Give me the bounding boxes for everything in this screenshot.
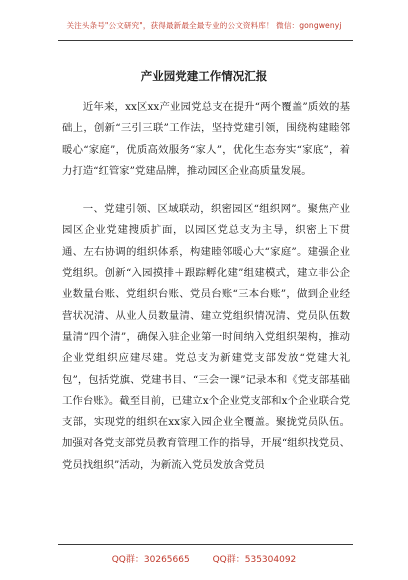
header-divider <box>58 40 353 41</box>
footer <box>0 552 408 565</box>
footer-qq-group-1: QQ群：30265665 <box>111 555 190 565</box>
footer-qq-group-2: QQ群：535304092 <box>212 555 297 565</box>
body-paragraph: 一、党建引领、区域联动，织密园区“组织网”。聚焦产业园区企业党建搜质扩面，以园区党总支为主导，织密上下贯通、左右协调的组织体系，构建睦邻暖心大“家庭”。建强企业党组织。创新“入园摸排＋跟踪孵化建”组建模式，建立非公企业数量台账、党组织台账、党员台账“三本台账”，做到企业经营状况清、从业人员数量清、建立党组织情况清、党员队伍数量清“四个清”，确保入驻企业第一时间纳入党组织架构，推动企业党组织应建尽建。党总支为新建党支部发放“党建大礼包”，包括党旗、党建书目、“三会一课”记录本和《党支部基础工作台账》。截至目前，已建立x个企业党支部和x个企业联合党支部，实现党的组织在xx家入园企业全覆盖。聚拢党员队伍。加强对各党支部党员教育管理工作的指导，开展“组织找党员、党员找组织”活动，为新流入党员发放含党员 <box>62 203 350 471</box>
header-banner: 关注头条号"公文研究"，获得最新最全最专业的公文资料库！ 微信：gongwenyj <box>66 21 342 30</box>
footer-divider <box>58 544 353 545</box>
document-title: 产业园党建工作情况汇报 <box>140 69 268 83</box>
body-paragraph: 近年来，xx区xx产业园党总支在提升“两个覆盖”质效的基础上，创新“三引三联”工作法，坚持党建引领，围绕构建睦邻暖心“家庭”，优质高效服务“家人”，优化生态夯实“家底”，着力打造“红管家”党建品牌，推动园区企业高质量发展。 <box>62 101 350 177</box>
document-body <box>62 97 350 493</box>
